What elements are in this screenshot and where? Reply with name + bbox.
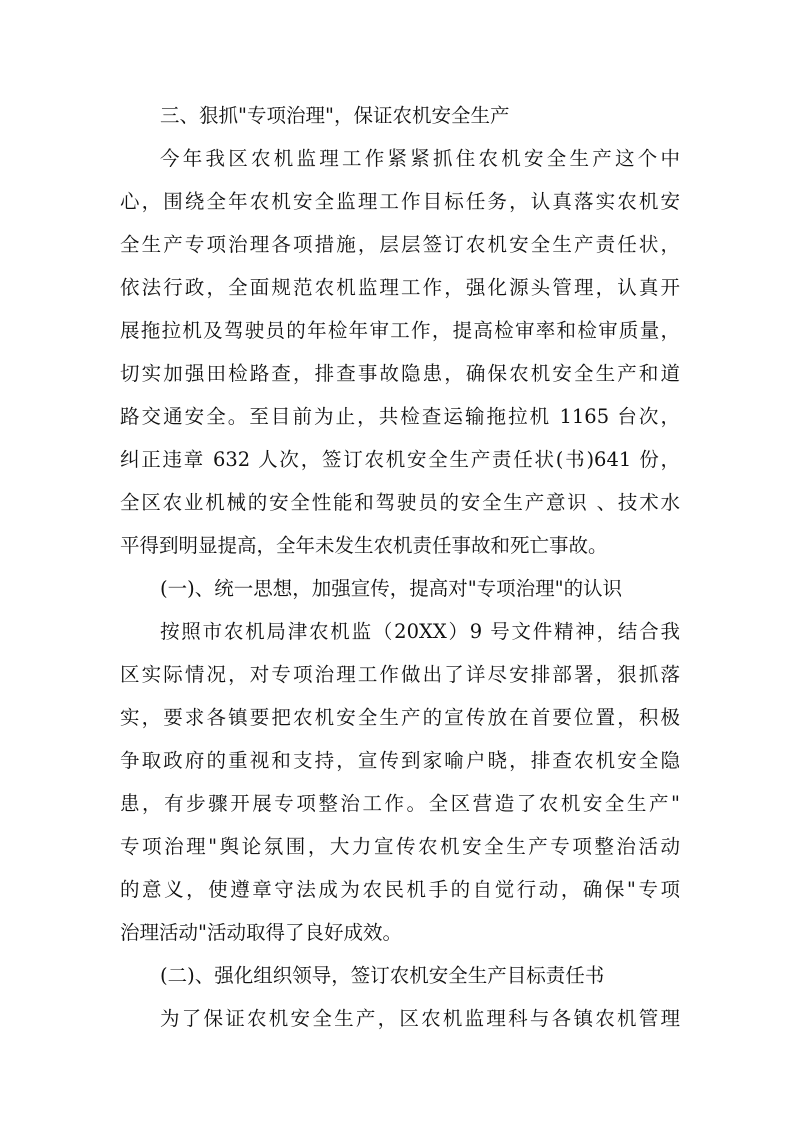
paragraph-line: 依法行政，全面规范农机监理工作，强化源头管理，认真开: [120, 276, 680, 299]
section-heading-3: 三、狠抓"专项治理"，保证农机安全生产: [160, 104, 510, 127]
paragraph-line: 展拖拉机及驾驶员的年检年审工作，提高检审率和检审质量，: [120, 319, 680, 342]
paragraph-line: 实，要求各镇要把农机安全生产的宣传放在首要位置，积极: [120, 706, 680, 729]
paragraph-line: 全生产专项治理各项措施，层层签订农机安全生产责任状，: [120, 233, 680, 256]
paragraph-line: 按照市农机局津农机监（20XX）9 号文件精神，结合我: [160, 620, 680, 643]
paragraph-line: 路交通安全。至目前为止，共检查运输拖拉机 1165 台次，: [120, 405, 680, 428]
paragraph-line: 平得到明显提高，全年未发生农机责任事故和死亡事故。: [120, 534, 608, 557]
paragraph-line: 纠正违章 632 人次，签订农机安全生产责任状(书)641 份，: [120, 448, 680, 471]
paragraph-line: 专项治理"舆论氛围，大力宣传农机安全生产专项整治活动: [120, 835, 680, 858]
paragraph-line: 的意义，使遵章守法成为农民机手的自觉行动，确保"专项: [120, 878, 680, 901]
subsection-heading-1: (一)、统一思想，加强宣传，提高对"专项治理"的认识: [160, 577, 623, 600]
paragraph-line: 患，有步骤开展专项整治工作。全区营造了农机安全生产": [120, 792, 680, 815]
paragraph-line: 争取政府的重视和支持，宣传到家喻户晓，排查农机安全隐: [120, 749, 680, 772]
paragraph-line: 切实加强田检路查，排查事故隐患，确保农机安全生产和道: [120, 362, 680, 385]
paragraph-line: 治理活动"活动取得了良好成效。: [120, 921, 402, 944]
subsection-heading-2: (二)、强化组织领导，签订农机安全生产目标责任书: [160, 964, 605, 987]
paragraph-line: 区实际情况，对专项治理工作做出了详尽安排部署，狠抓落: [120, 663, 680, 686]
paragraph-line: 心，围绕全年农机安全监理工作目标任务，认真落实农机安: [120, 190, 680, 213]
paragraph-line: 今年我区农机监理工作紧紧抓住农机安全生产这个中: [160, 147, 680, 170]
paragraph-line: 为了保证农机安全生产，区农机监理科与各镇农机管理: [160, 1007, 680, 1030]
paragraph-line: 全区农业机械的安全性能和驾驶员的安全生产意识 、技术水: [120, 491, 680, 514]
